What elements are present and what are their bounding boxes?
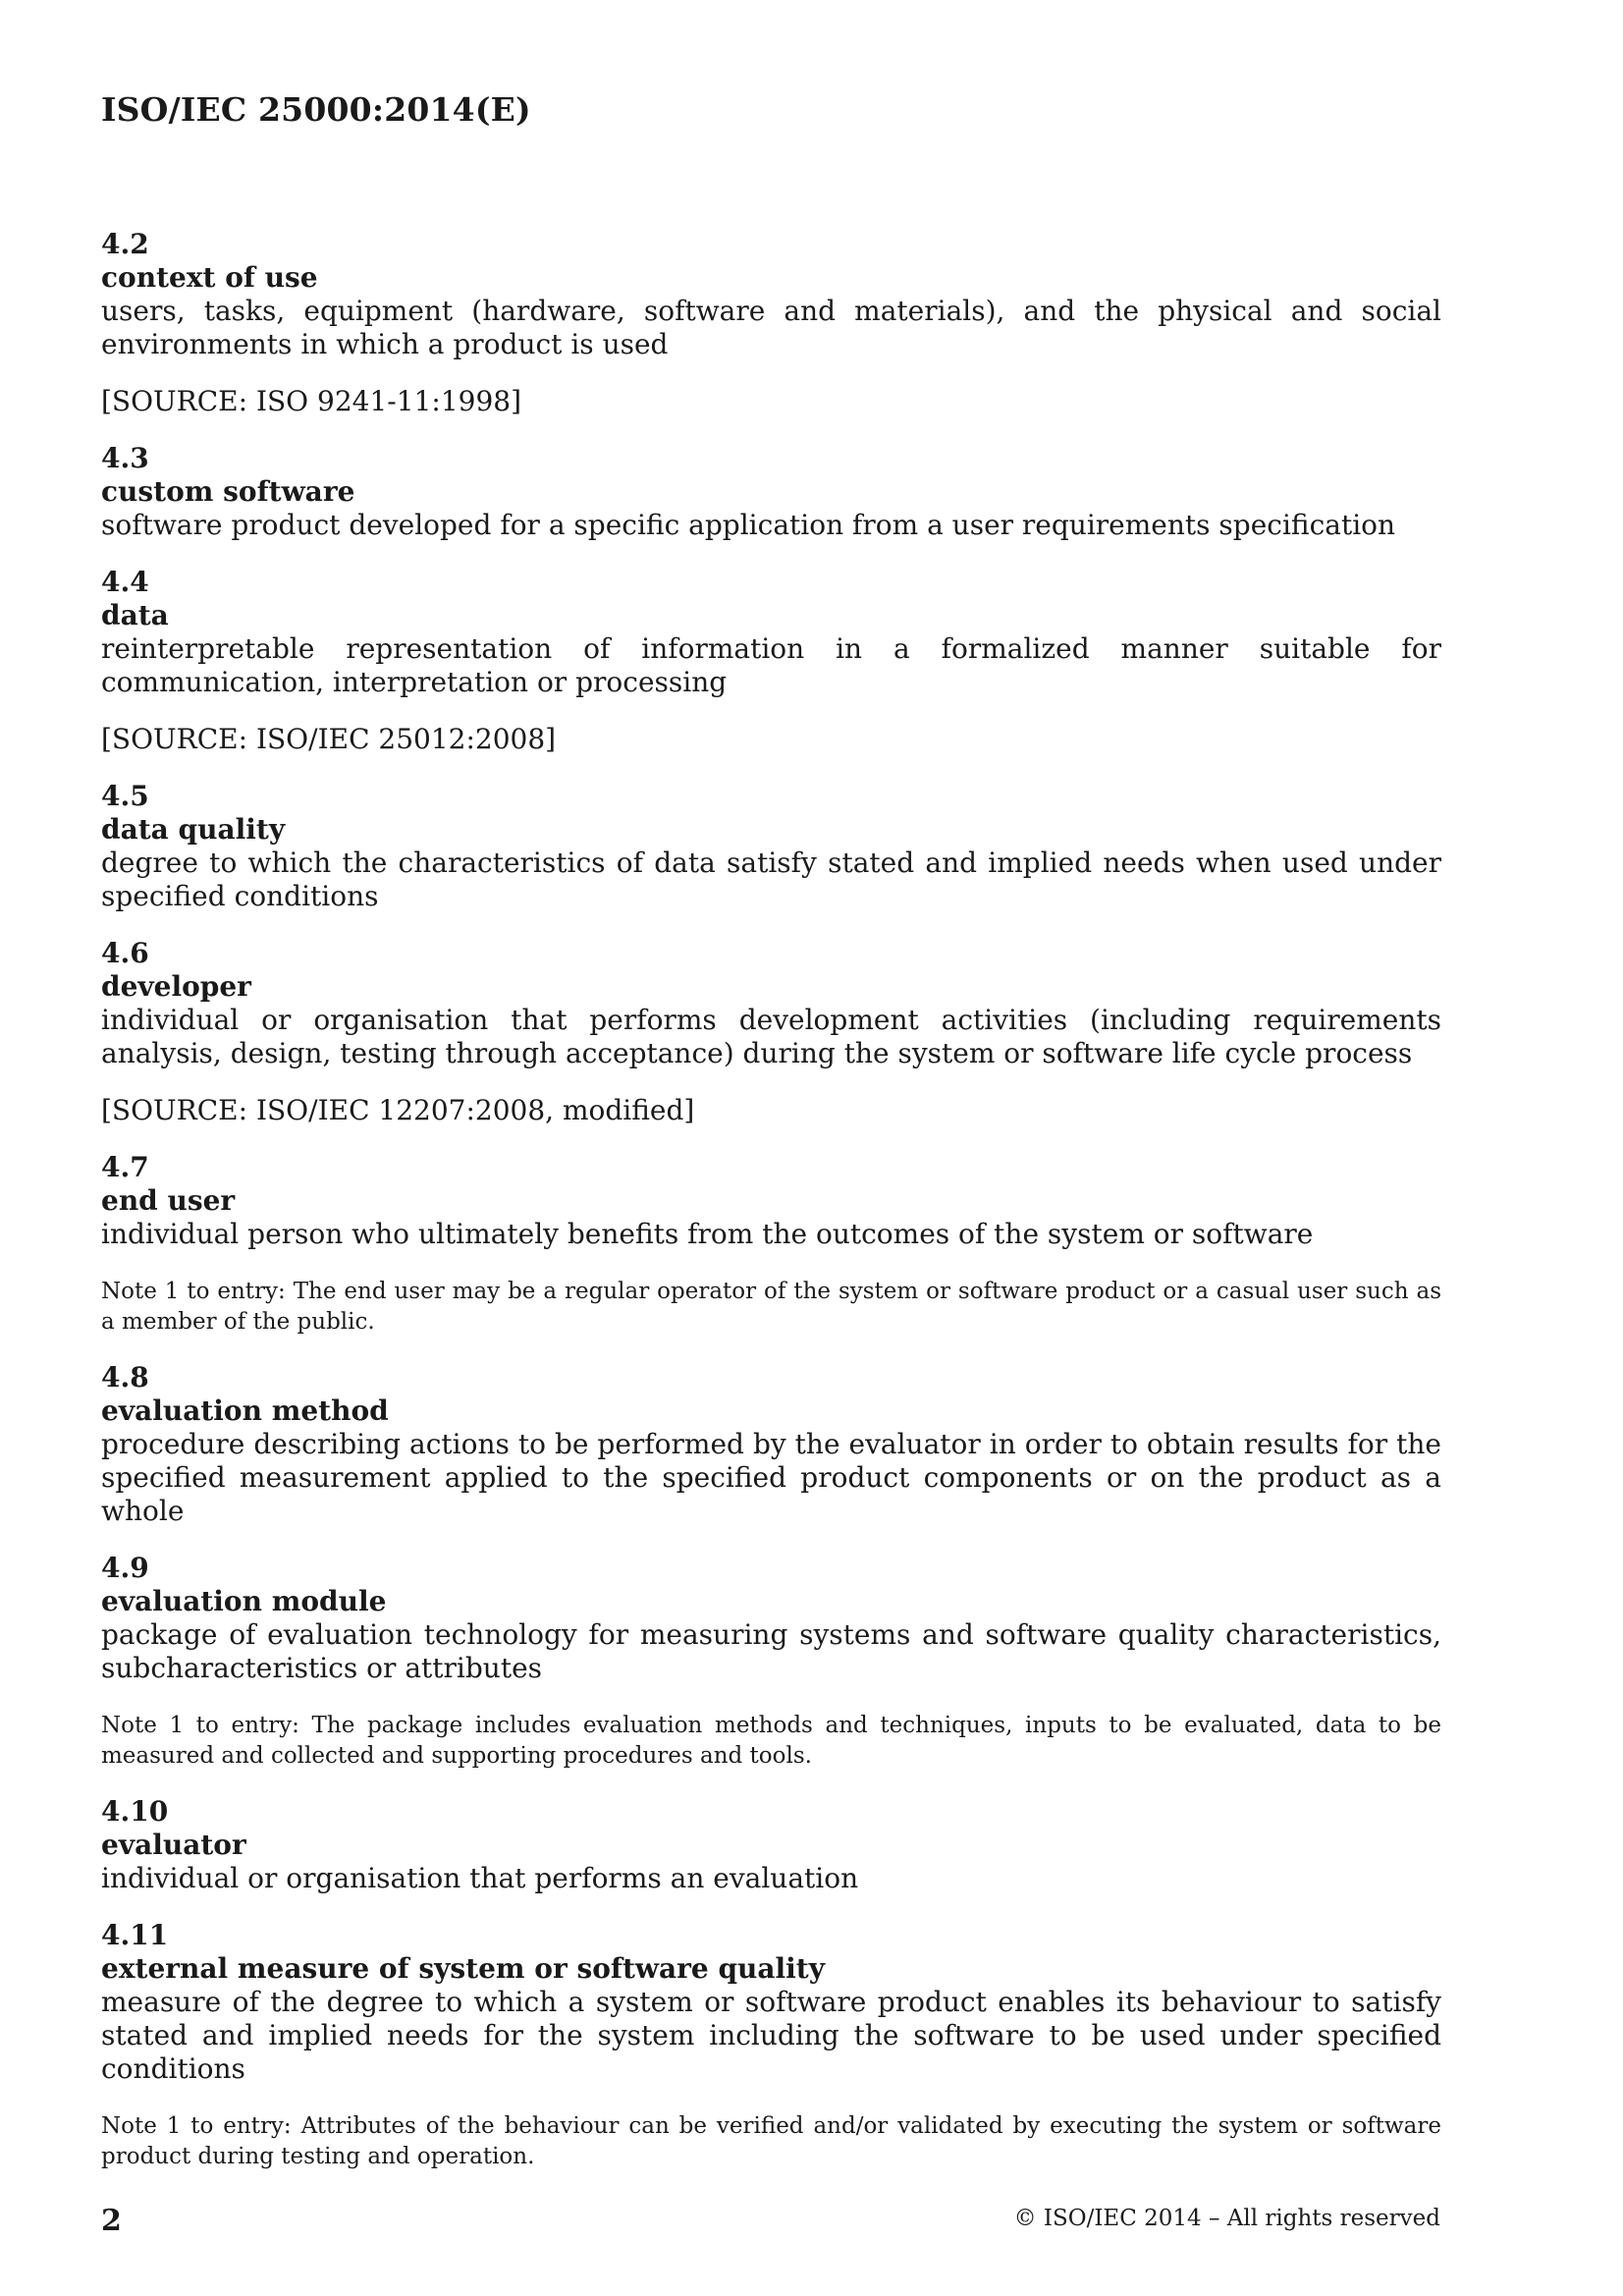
term-definition: reinterpretable representation of information in a formalized manner suitable for communication, interpretation or processing — [101, 632, 1441, 698]
term-entry — [101, 566, 1441, 756]
term-note: Note 1 to entry: The end user may be a regular operator of the system or software product or a casual user such as a member of the public. — [101, 1279, 1441, 1335]
term-entry — [101, 1361, 1441, 1528]
term-number: 4.8 — [101, 1361, 149, 1394]
term-entry — [101, 1552, 1441, 1772]
term-name: evaluation module — [101, 1585, 387, 1617]
term-definition: individual or organisation that performs development activities (including requirements analysis, design, testing through acceptance) during the system or software life cycle process — [101, 1004, 1441, 1069]
term-definition: software product developed for a specific application from a user requirements specification — [101, 509, 1396, 541]
term-name: end user — [101, 1184, 236, 1217]
term-name: evaluator — [101, 1829, 246, 1861]
term-entry — [101, 228, 1441, 418]
term-entry — [101, 937, 1441, 1127]
term-number: 4.2 — [101, 228, 149, 260]
term-entry — [101, 1151, 1441, 1338]
terms-list — [101, 228, 1441, 2196]
copyright-notice: © ISO/IEC 2014 – All rights reserved — [1013, 2206, 1440, 2231]
term-definition: users, tasks, equipment (hardware, software and materials), and the physical and social environments in which a product is used — [101, 295, 1441, 360]
term-definition: individual person who ultimately benefits from the outcomes of the system or software — [101, 1218, 1314, 1250]
term-name: developer — [101, 970, 251, 1003]
term-number: 4.5 — [101, 780, 149, 812]
term-entry — [101, 442, 1441, 542]
term-name: data quality — [101, 813, 286, 846]
term-source: [SOURCE: ISO 9241-11:1998] — [101, 385, 521, 417]
term-note: Note 1 to entry: Attributes of the behaviour can be verified and/or validated by executing the system or software product during testing and operation. — [101, 2113, 1441, 2169]
term-number: 4.9 — [101, 1552, 149, 1584]
term-name: context of use — [101, 261, 318, 294]
term-definition: degree to which the characteristics of data satisfy stated and implied needs when used under specified conditions — [101, 847, 1441, 912]
term-name: external measure of system or software quality — [101, 1952, 826, 1985]
term-number: 4.11 — [101, 1919, 169, 1951]
term-name: data — [101, 599, 169, 631]
term-note: Note 1 to entry: The package includes evaluation methods and techniques, inputs to be evaluated, data to be measured and collected and supporting procedures and tools. — [101, 1713, 1441, 1769]
term-definition: individual or organisation that performs an evaluation — [101, 1862, 859, 1894]
term-definition: measure of the degree to which a system or software product enables its behaviour to satisfy stated and implied needs for the system including the software to be used under specified conditions — [101, 1986, 1441, 2085]
page-number: 2 — [101, 2204, 122, 2238]
document-header: ISO/IEC 25000:2014(E) — [101, 90, 531, 129]
term-source: [SOURCE: ISO/IEC 25012:2008] — [101, 723, 557, 755]
term-definition: procedure describing actions to be performed by the evaluator in order to obtain results for the specified measurement applied to the specified product components or on the product as a whole — [101, 1428, 1441, 1527]
term-definition: package of evaluation technology for measuring systems and software quality characteristics, subcharacteristics or attributes — [101, 1618, 1441, 1684]
term-entry — [101, 780, 1441, 913]
term-entry — [101, 1919, 1441, 2172]
term-number: 4.4 — [101, 566, 149, 598]
term-entry — [101, 1795, 1441, 1895]
term-number: 4.6 — [101, 937, 149, 969]
term-name: custom software — [101, 475, 355, 508]
term-number: 4.7 — [101, 1151, 149, 1183]
term-number: 4.3 — [101, 442, 149, 474]
term-source: [SOURCE: ISO/IEC 12207:2008, modified] — [101, 1094, 695, 1126]
term-name: evaluation method — [101, 1394, 389, 1427]
term-number: 4.10 — [101, 1795, 169, 1828]
